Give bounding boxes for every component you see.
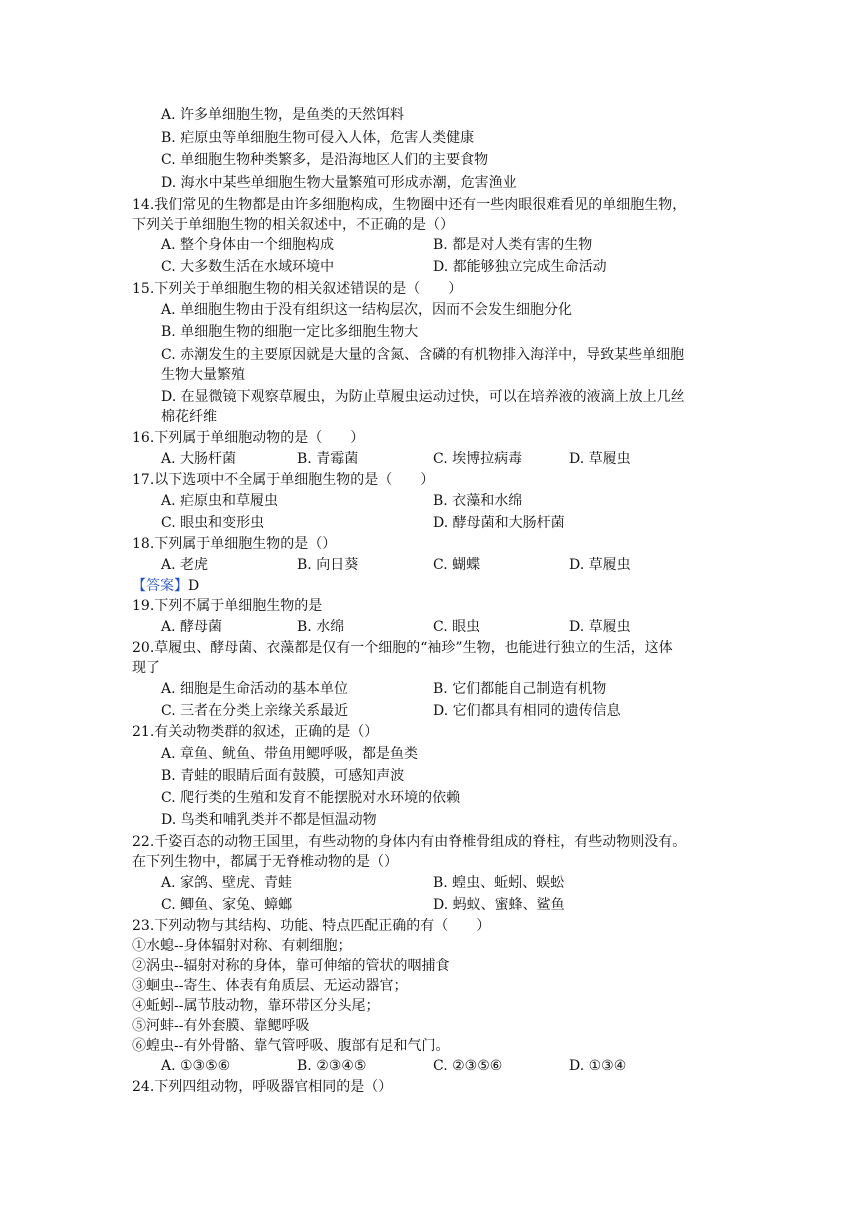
q16-option-c: C. 埃博拉病毒 xyxy=(433,451,523,467)
q19-option-d: D. 草履虫 xyxy=(569,619,631,635)
q14-stem-line1: 14.我们常见的生物都是由许多细胞构成，生物圈中还有一些肉眼很难看见的单细胞生物， xyxy=(132,197,687,213)
q18-stem: 18.下列属于单细胞生物的是（） xyxy=(132,536,337,552)
q22-option-c: C. 鲫鱼、家兔、蟑螂 xyxy=(161,897,293,913)
q13-option-a: A. 许多单细胞生物，是鱼类的天然饵料 xyxy=(161,107,405,123)
answer-label: 【答案】 xyxy=(132,578,188,594)
q23-option-d: D. ①③④ xyxy=(569,1058,627,1074)
q23-item-6: ⑥蝗虫--有外骨骼、靠气管呼吸、腹部有足和气门。 xyxy=(132,1038,450,1054)
q20-stem-line2: 现了 xyxy=(132,660,160,676)
q15-option-a: A. 单细胞生物由于没有组织这一结构层次，因而不会发生细胞分化 xyxy=(161,302,573,318)
q19-stem: 19.下列不属于单细胞生物的是 xyxy=(132,598,323,614)
q23-item-2: ②涡虫--辐射对称的身体，靠可伸缩的管状的咽捕食 xyxy=(132,958,450,974)
q17-option-d: D. 酵母菌和大肠杆菌 xyxy=(433,515,565,531)
q20-option-b: B. 它们都能自己制造有机物 xyxy=(433,681,607,697)
q20-stem-line1: 20.草履虫、酵母菌、衣藻都是仅有一个细胞的“袖珍”生物，也能进行独立的生活，这体 xyxy=(132,640,673,656)
q17-stem: 17.以下选项中不全属于单细胞生物的是（ ） xyxy=(132,472,435,488)
q23-item-3: ③蛔虫--寄生、体表有角质层、无运动器官； xyxy=(132,978,408,994)
q23-item-1: ①水螅--身体辐射对称、有刺细胞； xyxy=(132,938,352,954)
q22-option-d: D. 蚂蚁、蜜蜂、鲨鱼 xyxy=(433,897,565,913)
q20-option-a: A. 细胞是生命活动的基本单位 xyxy=(161,681,349,697)
q16-option-a: A. 大肠杆菌 xyxy=(161,451,237,467)
q13-option-c: C. 单细胞生物种类繁多，是沿海地区人们的主要食物 xyxy=(161,152,489,168)
q14-option-d: D. 都能够独立完成生命活动 xyxy=(433,259,607,275)
q13-option-b: B. 疟原虫等单细胞生物可侵入人体，危害人类健康 xyxy=(161,130,475,146)
q24-stem: 24.下列四组动物，呼吸器官相同的是（） xyxy=(132,1079,393,1095)
q23-option-a: A. ①③⑤⑥ xyxy=(161,1058,231,1074)
answer-value: D xyxy=(188,578,200,594)
q19-option-b: B. 水绵 xyxy=(297,619,345,635)
q22-stem-line2: 在下列生物中，都属于无脊椎动物的是（） xyxy=(132,854,398,870)
q18-option-d: D. 草履虫 xyxy=(569,557,631,573)
q22-option-a: A. 家鸽、壁虎、青蛙 xyxy=(161,875,293,891)
q19-option-a: A. 酵母菌 xyxy=(161,619,223,635)
q15-option-c-line2: 生物大量繁殖 xyxy=(161,367,245,383)
q15-option-d-line1: D. 在显微镜下观察草履虫，为防止草履虫运动过快，可以在培养液的液滴上放上几丝 xyxy=(161,389,685,405)
q14-option-a: A. 整个身体由一个细胞构成 xyxy=(161,237,335,253)
q20-option-d: D. 它们都具有相同的遗传信息 xyxy=(433,703,621,719)
q15-option-b: B. 单细胞生物的细胞一定比多细胞生物大 xyxy=(161,324,419,340)
q23-stem: 23.下列动物与其结构、功能、特点匹配正确的有（ ） xyxy=(132,918,491,934)
q23-option-c: C. ②③⑤⑥ xyxy=(433,1058,503,1074)
q23-option-b: B. ②③④⑤ xyxy=(297,1058,367,1074)
q21-option-a: A. 章鱼、鱿鱼、带鱼用鳃呼吸，都是鱼类 xyxy=(161,746,419,762)
q20-option-c: C. 三者在分类上亲缘关系最近 xyxy=(161,703,349,719)
q16-option-b: B. 青霉菌 xyxy=(297,451,359,467)
q15-option-d-line2: 棉花纤维 xyxy=(161,409,217,425)
q14-option-b: B. 都是对人类有害的生物 xyxy=(433,237,593,253)
q21-option-d: D. 鸟类和哺乳类并不都是恒温动物 xyxy=(161,812,377,828)
q23-item-4: ④蚯蚓--属节肢动物，靠环带区分头尾； xyxy=(132,998,380,1014)
q18-option-b: B. 向日葵 xyxy=(297,557,359,573)
q14-stem-line2: 下列关于单细胞生物的相关叙述中，不正确的是（） xyxy=(132,217,454,233)
q15-stem: 15.下列关于单细胞生物的相关叙述错误的是（ ） xyxy=(132,281,463,297)
q22-option-b: B. 蝗虫、蚯蚓、蜈蚣 xyxy=(433,875,565,891)
q18-option-a: A. 老虎 xyxy=(161,557,209,573)
q16-option-d: D. 草履虫 xyxy=(569,451,631,467)
q22-stem-line1: 22.千姿百态的动物王国里，有些动物的身体内有由脊椎骨组成的脊柱，有些动物则没有。 xyxy=(132,834,687,850)
q21-option-b: B. 青蛙的眼睛后面有鼓膜，可感知声波 xyxy=(161,768,405,784)
q13-option-d: D. 海水中某些单细胞生物大量繁殖可形成赤潮，危害渔业 xyxy=(161,175,517,191)
q15-option-c-line1: C. 赤潮发生的主要原因就是大量的含氮、含磷的有机物排入海洋中，导致某些单细胞 xyxy=(161,347,685,363)
q16-stem: 16.下列属于单细胞动物的是（ ） xyxy=(132,430,365,446)
q18-answer xyxy=(132,575,199,597)
q18-option-c: C. 蝴蝶 xyxy=(433,557,481,573)
q21-option-c: C. 爬行类的生殖和发育不能摆脱对水环境的依赖 xyxy=(161,790,461,806)
q17-option-a: A. 疟原虫和草履虫 xyxy=(161,493,279,509)
q19-option-c: C. 眼虫 xyxy=(433,619,481,635)
q17-option-c: C. 眼虫和变形虫 xyxy=(161,515,265,531)
q17-option-b: B. 衣藻和水绵 xyxy=(433,493,523,509)
q21-stem: 21.有关动物类群的叙述，正确的是（） xyxy=(132,724,379,740)
q23-item-5: ⑤河蚌--有外套膜、靠鳃呼吸 xyxy=(132,1018,310,1034)
q14-option-c: C. 大多数生活在水域环境中 xyxy=(161,259,335,275)
